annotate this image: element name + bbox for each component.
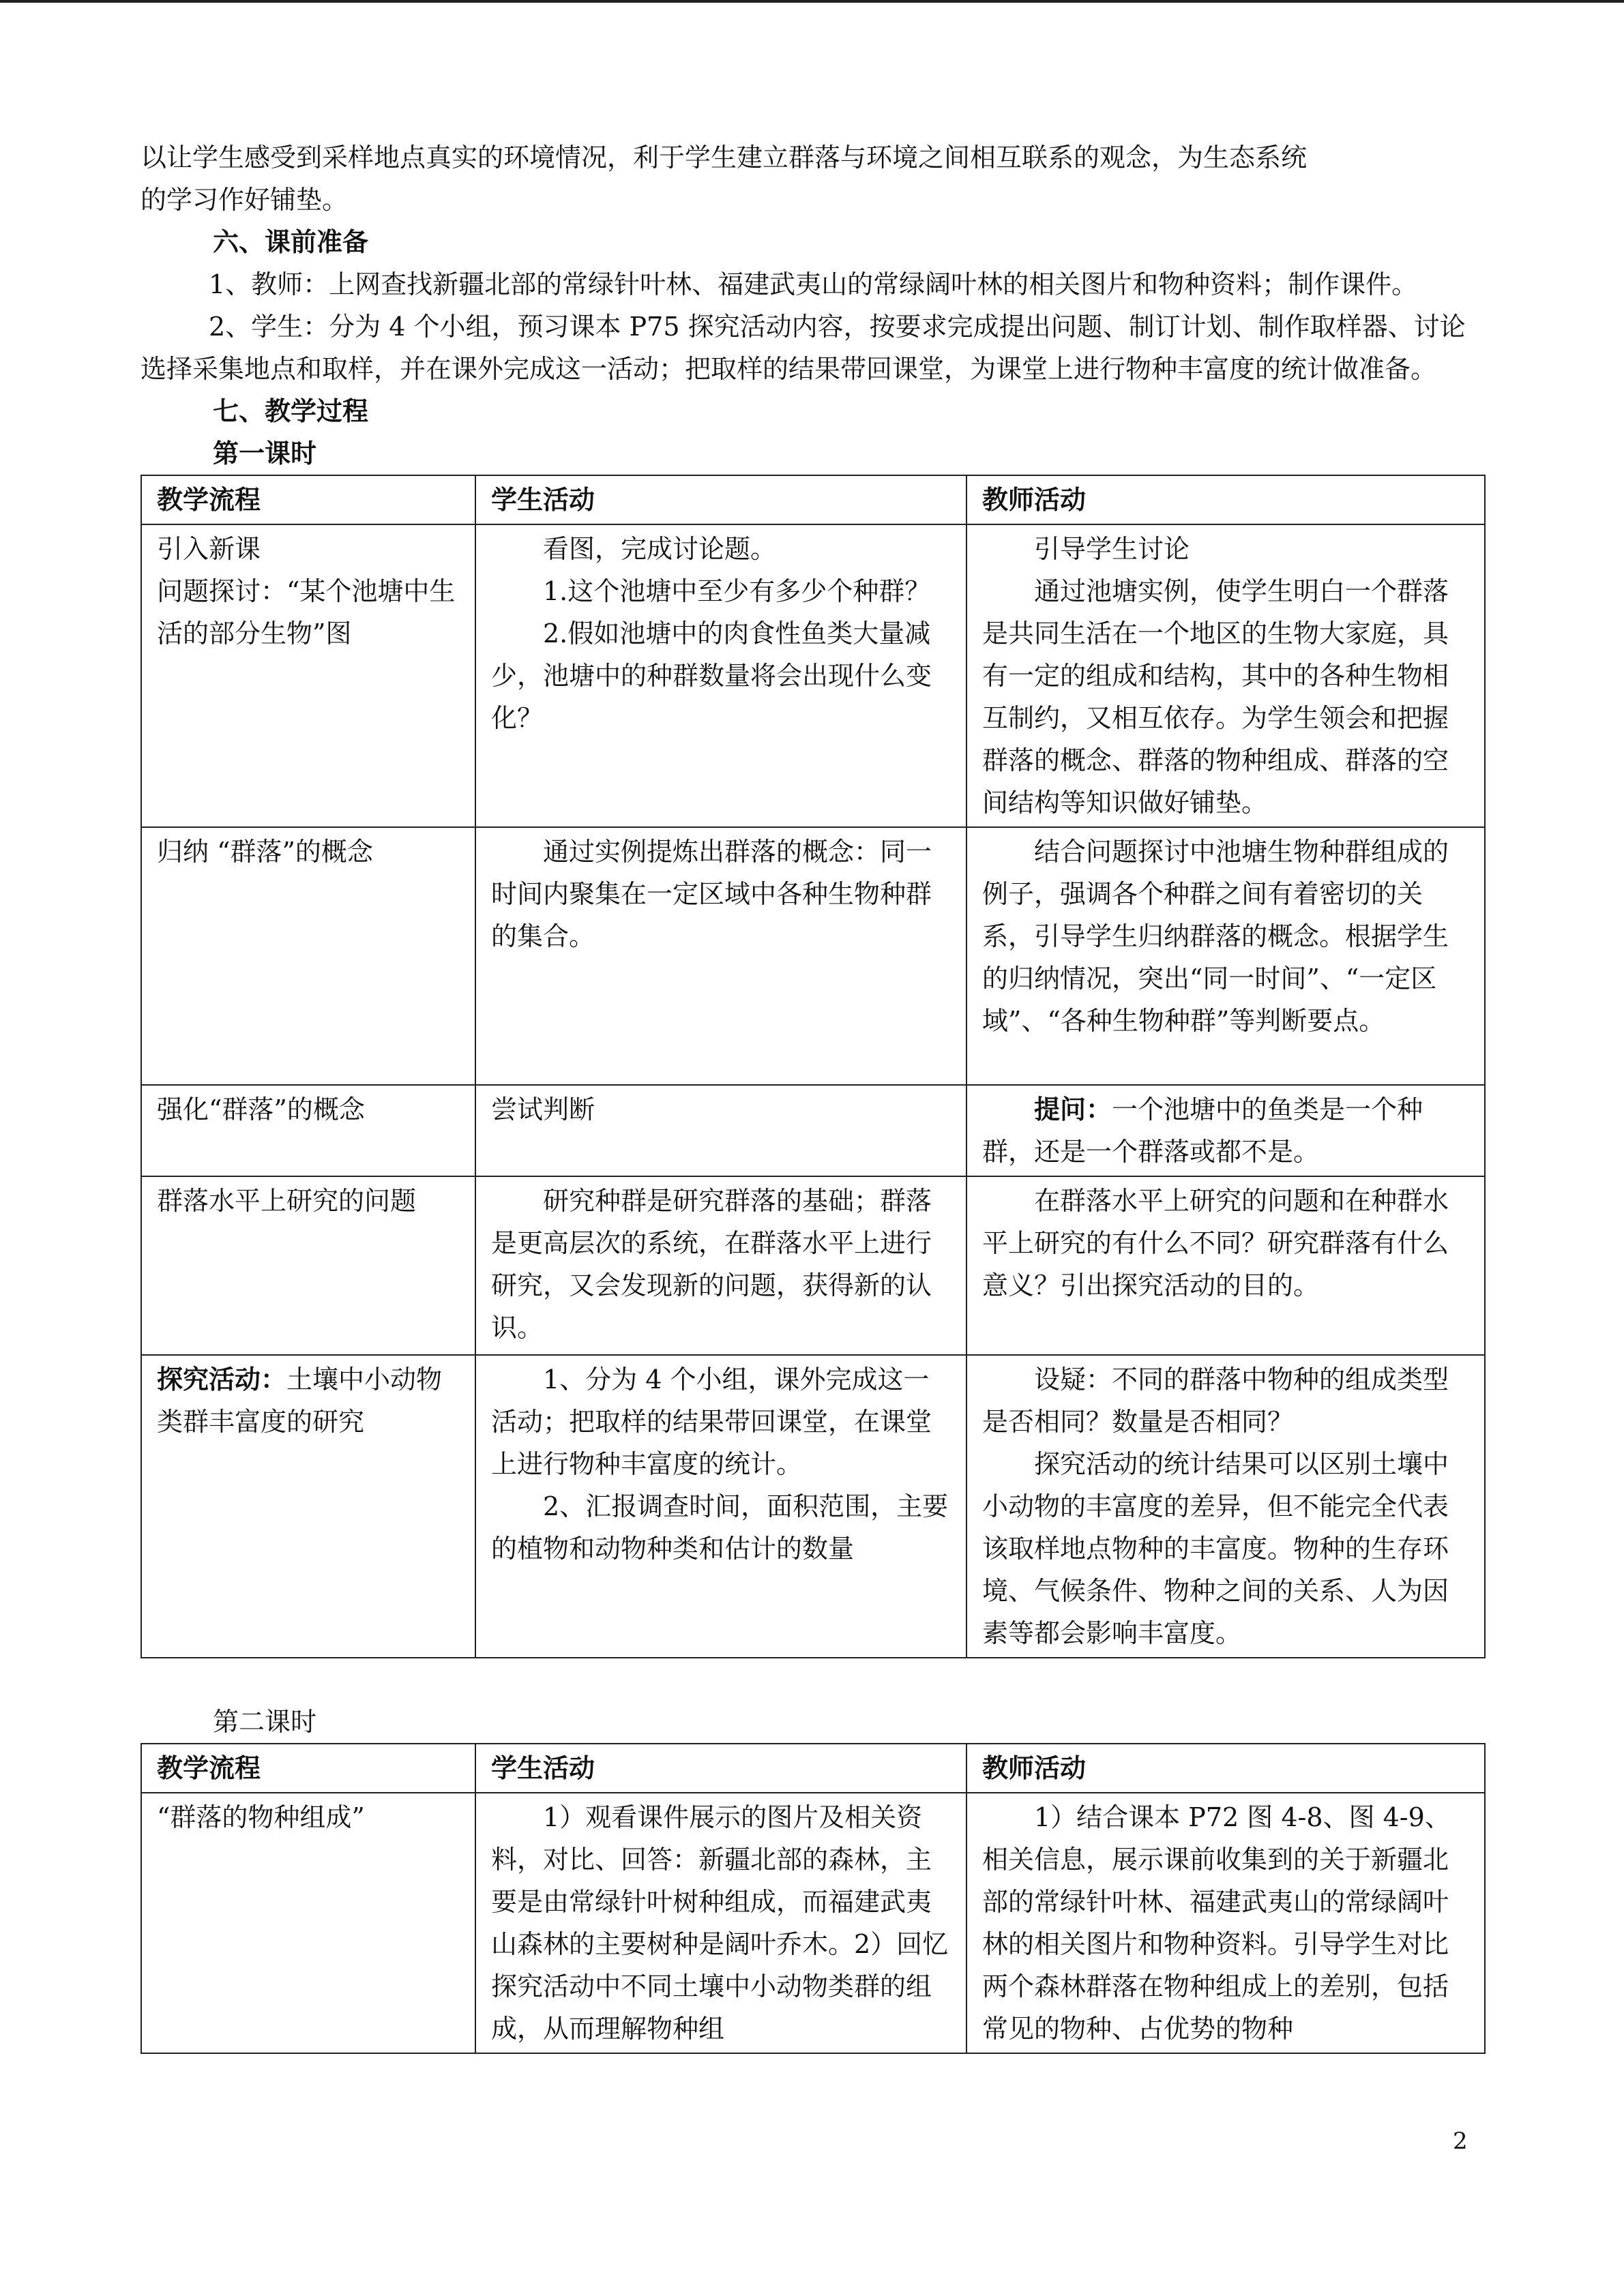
teacher-cell (966, 1355, 1485, 1658)
flow-cell (141, 827, 475, 1085)
student-cell (475, 1085, 966, 1176)
flow-text: 强化“群落”的概念 (157, 1094, 365, 1124)
student-text: 研究种群是研究群落的基础；群落是更高层次的系统，在群落水平上进行研究，又会发现新的问题，获得新的认识。 (491, 1186, 932, 1343)
lesson1-table (141, 475, 1486, 1658)
lesson2-header-row (141, 1744, 1485, 1793)
table-row (141, 827, 1485, 1085)
teacher-text: 1）结合课本 P72 图 4-8、图 4-9、相关信息，展示课前收集到的关于新疆北部的常绿针叶林、福建武夷山的常绿阔叶林的相关图片和物种资料。引导学生对比两个森林群落在物种组成上的差别，包括常见的物种、占优势的物种 (982, 1802, 1451, 2044)
table-row (141, 524, 1485, 827)
flow-cell (141, 1793, 475, 2053)
student-cell (475, 1793, 966, 2053)
student-text: 1、分为 4 个小组，课外完成这一活动；把取样的结果带回课堂，在课堂上进行物种丰富度的统计。 (491, 1365, 932, 1479)
teacher-text: 在群落水平上研究的问题和在种群水平上研究的有什么不同？研究群落有什么意义？引出探究活动的目的。 (982, 1186, 1449, 1300)
student-cell (475, 1355, 966, 1658)
teacher-text: 结合问题探讨中池塘生物种群组成的例子，强调各个种群之间有着密切的关系，引导学生归纳群落的概念。根据学生的归纳情况，突出“同一时间”、“一定区域”、“各种生物种群”等判断要点。 (982, 837, 1449, 1036)
flow-bold-label: 探究活动： (157, 1364, 287, 1395)
flow-text: 群落水平上研究的问题 (157, 1186, 417, 1216)
header-teacher: 教师活动 (966, 1744, 1485, 1793)
teacher-cell (966, 827, 1485, 1085)
student-text: 2、汇报调查时间，面积范围，主要的植物和动物种类和估计的数量 (491, 1491, 949, 1564)
lesson2-table (141, 1743, 1486, 2054)
flow-cell (141, 524, 475, 827)
prep-heading: 六、课前准备 (213, 226, 369, 257)
student-cell (475, 524, 966, 827)
teacher-text: 设疑：不同的群落中物种的组成类型是否相同？数量是否相同？ (982, 1365, 1449, 1437)
lesson2-title: 第二课时 (213, 1707, 317, 1737)
student-text: 1.这个池塘中至少有多少个种群？ (543, 576, 931, 606)
student-cell (475, 827, 966, 1085)
header-flow: 教学流程 (141, 475, 475, 524)
teacher-bold-label: 提问： (1034, 1094, 1112, 1124)
top-border-line (0, 0, 1624, 3)
teacher-cell (966, 1085, 1485, 1176)
intro-line-1: 以让学生感受到采样地点真实的环境情况，利于学生建立群落与环境之间相互联系的观念，为生态系统 (141, 143, 1308, 173)
intro-line-2: 的学习作好铺垫。 (141, 185, 349, 215)
student-text: 尝试判断 (491, 1094, 595, 1124)
header-student: 学生活动 (475, 475, 966, 524)
flow-text: “群落的物种组成” (157, 1802, 365, 1832)
flow-text: 归纳 “群落”的概念 (157, 837, 373, 867)
table-row (141, 1176, 1485, 1355)
prep-teacher: 1、教师：上网查找新疆北部的常绿针叶林、福建武夷山的常绿阔叶林的相关图片和物种资料；制作课件。 (209, 269, 1418, 299)
teacher-cell (966, 1176, 1485, 1355)
page-number: 2 (1453, 2128, 1468, 2155)
header-student: 学生活动 (475, 1744, 966, 1793)
student-text: 通过实例提炼出群落的概念：同一时间内聚集在一定区域中各种生物种群的集合。 (491, 837, 932, 951)
flow-cell (141, 1355, 475, 1658)
flow-text: 引入新课 (157, 534, 261, 564)
teacher-text: 探究活动的统计结果可以区别土壤中小动物的丰富度的差异，但不能完全代表该取样地点物种的丰富度。物种的生存环境、气候条件、物种之间的关系、人为因素等都会影响丰富度。 (982, 1449, 1449, 1648)
process-heading: 七、教学过程 (213, 396, 369, 426)
student-text: 2.假如池塘中的肉食性鱼类大量减少，池塘中的种群数量将会出现什么变化？ (491, 618, 932, 733)
header-flow: 教学流程 (141, 1744, 475, 1793)
teacher-text: 通过池塘实例，使学生明白一个群落是共同生活在一个地区的生物大家庭，具有一定的组成和结构，其中的各种生物相互制约，又相互依存。为学生领会和把握群落的概念、群落的物种组成、群落的空间结构等知识做好铺垫。 (982, 576, 1449, 818)
flow-cell (141, 1085, 475, 1176)
table-row (141, 1793, 1485, 2053)
flow-text: 问题探讨：“某个池塘中生活的部分生物”图 (157, 576, 456, 648)
header-teacher: 教师活动 (966, 475, 1485, 524)
teacher-cell (966, 524, 1485, 827)
teacher-cell (966, 1793, 1485, 2053)
student-text: 1）观看课件展示的图片及相关资料，对比、回答：新疆北部的森林，主要是由常绿针叶树种组成，而福建武夷山森林的主要树种是阔叶乔木。2）回忆探究活动中不同土壤中小动物类群的组成，从而理解物种组 (491, 1802, 949, 2044)
flow-cell (141, 1176, 475, 1355)
student-cell (475, 1176, 966, 1355)
document-page (141, 136, 1484, 2054)
lesson1-title: 第一课时 (213, 438, 317, 468)
prep-student: 2、学生：分为 4 个小组，预习课本 P75 探究活动内容，按要求完成提出问题、制订计划、制作取样器、讨论选择采集地点和取样，并在课外完成这一活动；把取样的结果带回课堂，为课堂上进行物种丰富度的统计做准备。 (141, 312, 1466, 384)
lesson1-header-row (141, 475, 1485, 524)
flow-text: 土壤中小动物类群丰富度的研究 (157, 1365, 443, 1437)
table-row (141, 1355, 1485, 1658)
teacher-text: 引导学生讨论 (1034, 534, 1190, 564)
student-text: 看图，完成讨论题。 (543, 534, 777, 564)
teacher-text: 一个池塘中的鱼类是一个种群，还是一个群落或都不是。 (982, 1094, 1423, 1167)
table-row (141, 1085, 1485, 1176)
